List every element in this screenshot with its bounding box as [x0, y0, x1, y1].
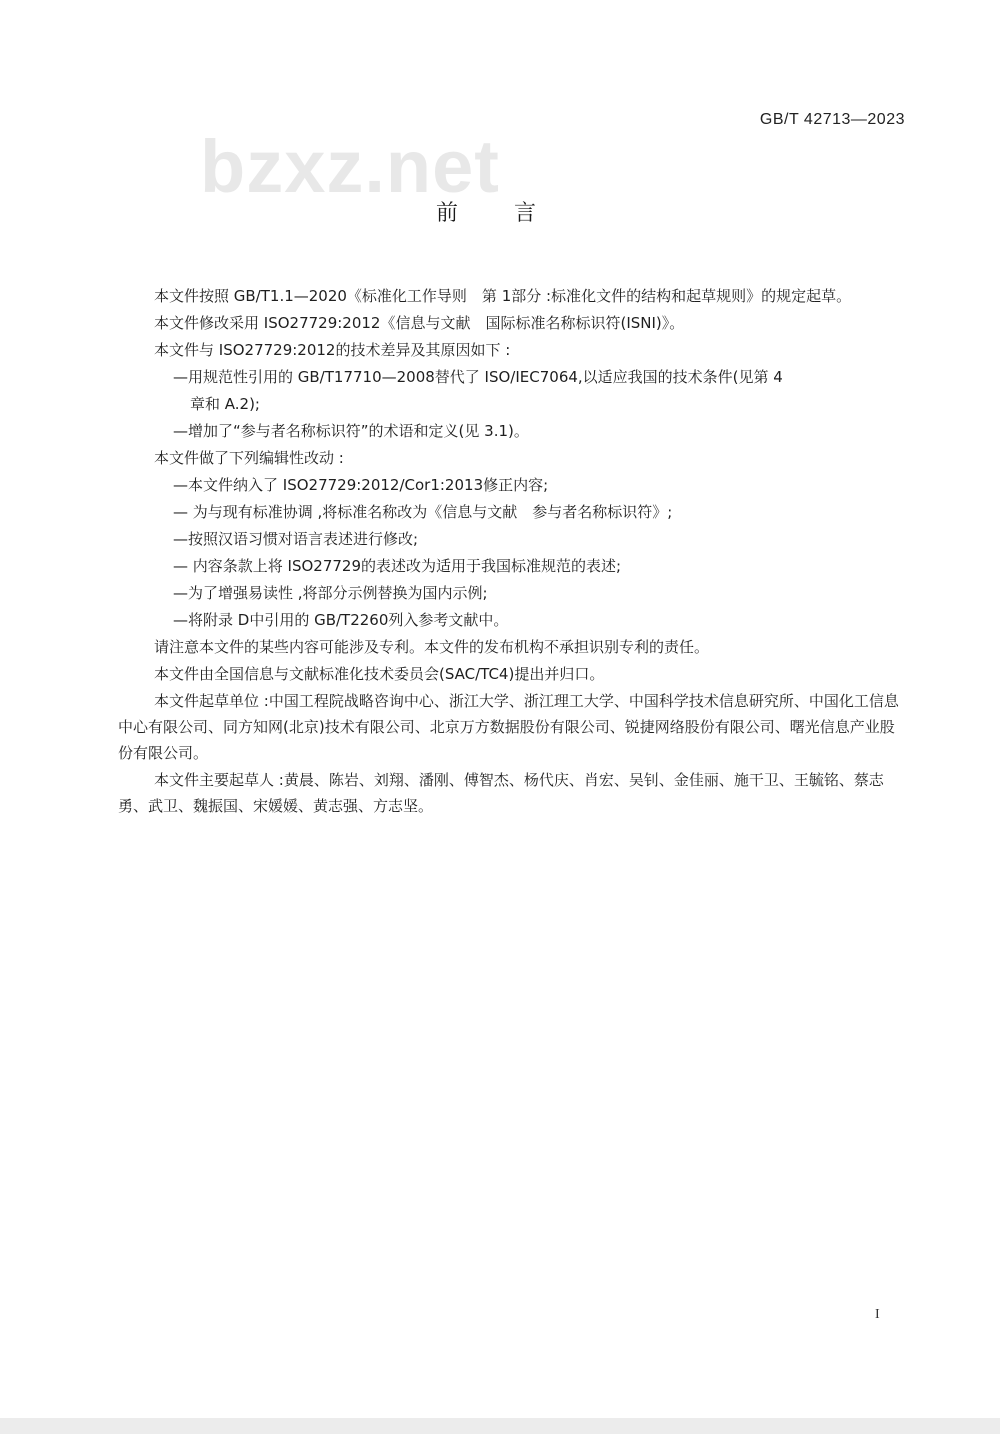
- list-item-editorial-change: —按照汉语习惯对语言表述进行修改;: [173, 530, 419, 548]
- foreword-body: [118, 283, 904, 820]
- paragraph-drafters: 本文件主要起草人 :黄晨、陈岩、刘翔、潘刚、傅智杰、杨代庆、肖宏、吴钊、金佳丽、施干卫、王毓铭、蔡志勇、武卫、魏振国、宋媛媛、黄志强、方志坚。: [118, 771, 884, 815]
- watermark-logo: bzxz.net: [200, 125, 500, 208]
- paragraph-editorial-intro: 本文件做了下列编辑性改动 :: [154, 449, 344, 467]
- list-item-editorial-change: —本文件纳入了 ISO27729:2012/Cor1:2013修正内容;: [173, 476, 549, 494]
- list-item-tech-difference: [118, 364, 904, 390]
- document-code: GB/T 42713—2023: [759, 111, 905, 128]
- paragraph-proposer: 本文件由全国信息与文献标准化技术委员会(SAC/TC4)提出并归口。: [154, 665, 605, 683]
- paragraph-adoption: 本文件修改采用 ISO27729:2012《信息与文献 国际标准名称标识符(ISNI)》。: [154, 314, 685, 332]
- list-item-editorial-change: —将附录 D中引用的 GB/T2260列入参考文献中。: [173, 611, 509, 629]
- paragraph-tech-differences-intro: 本文件与 ISO27729:2012的技术差异及其原因如下 :: [154, 341, 511, 359]
- paragraph-patent-notice: 请注意本文件的某些内容可能涉及专利。本文件的发布机构不承担识别专利的责任。: [154, 638, 710, 656]
- list-item-editorial-change: — 内容条款上将 ISO27729的表述改为适用于我国标准规范的表述;: [173, 557, 622, 575]
- list-item-editorial-change: —为了增强易读性 ,将部分示例替换为国内示例;: [173, 584, 488, 602]
- page-bottom-edge: [0, 1418, 1000, 1434]
- list-item-text: 章和 A.2);: [190, 395, 260, 413]
- list-item-tech-difference-continued: [118, 391, 904, 417]
- page-title: 前言: [435, 201, 592, 226]
- paragraph-drafting-rules: 本文件按照 GB/T1.1—2020《标准化工作导则 第 1部分 :标准化文件的结构和起草规则》的规定起草。: [154, 287, 852, 305]
- paragraph-drafting-units: 本文件起草单位 :中国工程院战略咨询中心、浙江大学、浙江理工大学、中国科学技术信息研究所、中国化工信息中心有限公司、同方知网(北京)技术有限公司、北京万方数据股份有限公司、锐捷网络股份有限公司、曙光信息产业股份有限公司。: [118, 692, 899, 762]
- list-item-text: —增加了“参与者名称标识符”的术语和定义(见 3.1)。: [173, 422, 529, 440]
- list-item-text: —用规范性引用的 GB/T17710—2008替代了 ISO/IEC7064,以适应我国的技术条件(见第 4: [173, 368, 783, 386]
- list-item-editorial-change: — 为与现有标准协调 ,将标准名称改为《信息与文献 参与者名称标识符》;: [173, 503, 673, 521]
- list-item-tech-difference: [118, 418, 904, 444]
- page-number: I: [875, 1307, 880, 1322]
